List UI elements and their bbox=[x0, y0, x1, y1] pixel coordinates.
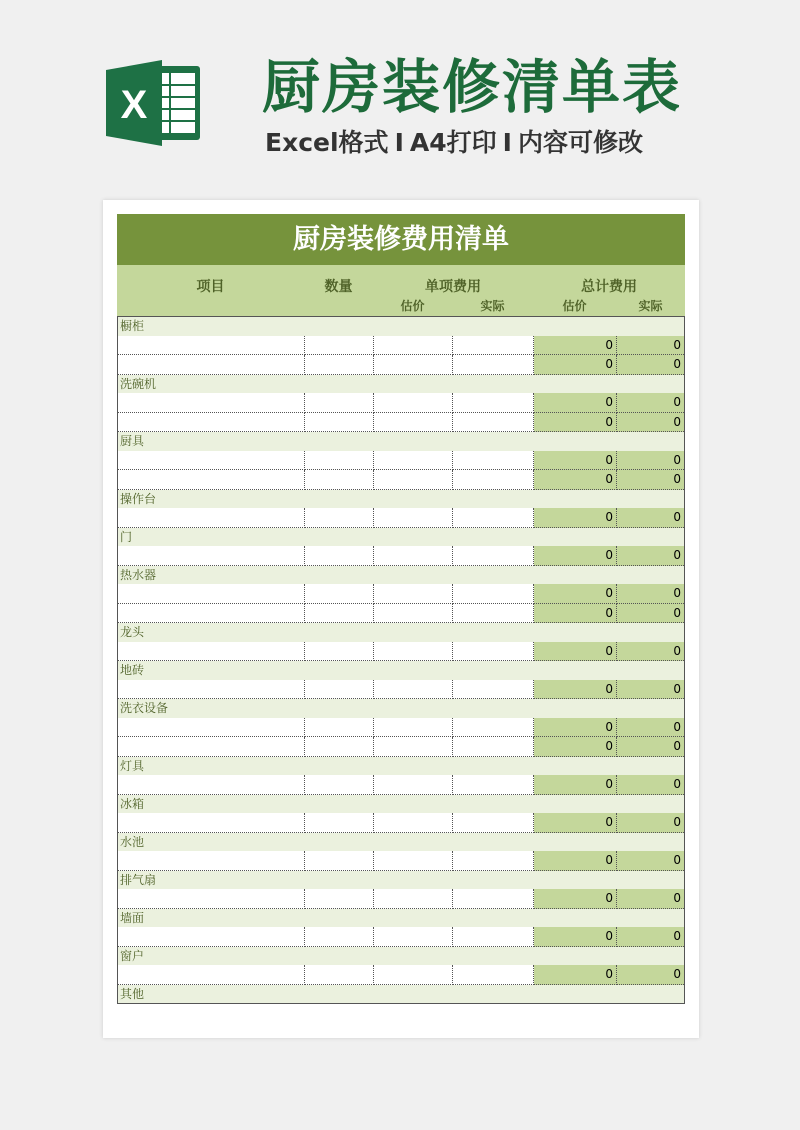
total-estimate-cell[interactable]: 0 bbox=[534, 889, 617, 909]
table-row bbox=[118, 393, 684, 413]
unit-actual-cell[interactable] bbox=[453, 775, 534, 795]
total-actual-cell[interactable]: 0 bbox=[617, 889, 684, 909]
qty-cell[interactable] bbox=[305, 965, 374, 985]
total-actual-cell[interactable]: 0 bbox=[617, 336, 684, 356]
total-actual-cell[interactable]: 0 bbox=[617, 355, 684, 375]
subtitle-separator: I bbox=[394, 128, 404, 157]
category-label: 排气扇 bbox=[118, 871, 684, 890]
unit-actual-cell[interactable] bbox=[453, 508, 534, 528]
item-cell[interactable] bbox=[118, 451, 305, 471]
unit-estimate-cell[interactable] bbox=[374, 813, 453, 833]
qty-cell[interactable] bbox=[305, 851, 374, 871]
qty-cell[interactable] bbox=[305, 451, 374, 471]
header-total-estimate: 估价 bbox=[562, 299, 587, 313]
category-label: 洗碗机 bbox=[118, 375, 684, 394]
item-cell[interactable] bbox=[118, 927, 305, 947]
spreadsheet bbox=[117, 214, 685, 1004]
item-cell[interactable] bbox=[118, 775, 305, 795]
unit-estimate-cell[interactable] bbox=[374, 889, 453, 909]
qty-cell[interactable] bbox=[305, 546, 374, 566]
item-cell[interactable] bbox=[118, 584, 305, 604]
unit-actual-cell[interactable] bbox=[453, 451, 534, 471]
unit-actual-cell[interactable] bbox=[453, 413, 534, 433]
header-unit-cost: 单项费用 bbox=[425, 279, 481, 295]
category-label: 洗衣设备 bbox=[118, 699, 684, 718]
header-total-cost: 总计费用 bbox=[581, 279, 637, 295]
table-row bbox=[118, 470, 684, 490]
table-row bbox=[118, 737, 684, 757]
total-actual-cell[interactable]: 0 bbox=[617, 927, 684, 947]
total-estimate-cell[interactable]: 0 bbox=[534, 642, 617, 662]
table-row bbox=[118, 927, 684, 947]
excel-logo-icon bbox=[106, 58, 202, 148]
total-estimate-cell[interactable]: 0 bbox=[534, 737, 617, 757]
category-label: 冰箱 bbox=[118, 795, 684, 814]
total-estimate-cell[interactable]: 0 bbox=[534, 336, 617, 356]
category-label: 橱柜 bbox=[118, 317, 684, 336]
total-estimate-cell[interactable]: 0 bbox=[534, 451, 617, 471]
subtitle-item-editable: 内容可修改 bbox=[517, 128, 643, 157]
qty-cell[interactable] bbox=[305, 508, 374, 528]
total-estimate-cell[interactable]: 0 bbox=[534, 927, 617, 947]
header-qty: 数量 bbox=[324, 279, 353, 295]
qty-cell[interactable] bbox=[305, 584, 374, 604]
total-estimate-cell[interactable]: 0 bbox=[534, 393, 617, 413]
table-row bbox=[118, 642, 684, 662]
qty-cell[interactable] bbox=[305, 393, 374, 413]
header-row-1 bbox=[117, 265, 685, 299]
sheet-body bbox=[117, 317, 685, 1004]
unit-actual-cell[interactable] bbox=[453, 470, 534, 490]
category-label: 地砖 bbox=[118, 661, 684, 680]
item-cell[interactable] bbox=[118, 965, 305, 985]
qty-cell[interactable] bbox=[305, 718, 374, 738]
item-cell[interactable] bbox=[118, 604, 305, 624]
page-subtitle bbox=[265, 126, 643, 160]
qty-cell[interactable] bbox=[305, 470, 374, 490]
total-estimate-cell[interactable]: 0 bbox=[534, 965, 617, 985]
qty-cell[interactable] bbox=[305, 813, 374, 833]
total-estimate-cell[interactable]: 0 bbox=[534, 604, 617, 624]
total-estimate-cell[interactable]: 0 bbox=[534, 470, 617, 490]
total-estimate-cell[interactable]: 0 bbox=[534, 413, 617, 433]
unit-estimate-cell[interactable] bbox=[374, 451, 453, 471]
item-cell[interactable] bbox=[118, 413, 305, 433]
unit-actual-cell[interactable] bbox=[453, 604, 534, 624]
qty-cell[interactable] bbox=[305, 336, 374, 356]
item-cell[interactable] bbox=[118, 851, 305, 871]
table-row bbox=[118, 451, 684, 471]
item-cell[interactable] bbox=[118, 508, 305, 528]
unit-estimate-cell[interactable] bbox=[374, 546, 453, 566]
unit-estimate-cell[interactable] bbox=[374, 927, 453, 947]
qty-cell[interactable] bbox=[305, 927, 374, 947]
unit-estimate-cell[interactable] bbox=[374, 775, 453, 795]
unit-actual-cell[interactable] bbox=[453, 393, 534, 413]
category-label: 热水器 bbox=[118, 566, 684, 585]
unit-estimate-cell[interactable] bbox=[374, 718, 453, 738]
total-estimate-cell[interactable]: 0 bbox=[534, 355, 617, 375]
unit-estimate-cell[interactable] bbox=[374, 413, 453, 433]
qty-cell[interactable] bbox=[305, 642, 374, 662]
qty-cell[interactable] bbox=[305, 680, 374, 700]
total-actual-cell[interactable]: 0 bbox=[617, 508, 684, 528]
unit-estimate-cell[interactable] bbox=[374, 508, 453, 528]
unit-actual-cell[interactable] bbox=[453, 927, 534, 947]
unit-actual-cell[interactable] bbox=[453, 718, 534, 738]
category-label: 窗户 bbox=[118, 947, 684, 966]
item-cell[interactable] bbox=[118, 813, 305, 833]
unit-estimate-cell[interactable] bbox=[374, 393, 453, 413]
total-actual-cell[interactable]: 0 bbox=[617, 813, 684, 833]
header-item: 项目 bbox=[196, 279, 225, 295]
table-row bbox=[118, 584, 684, 604]
table-row bbox=[118, 546, 684, 566]
category-label: 水池 bbox=[118, 833, 684, 852]
table-row bbox=[118, 355, 684, 375]
unit-estimate-cell[interactable] bbox=[374, 642, 453, 662]
subtitle-item-print: A4打印 bbox=[409, 128, 497, 157]
qty-cell[interactable] bbox=[305, 604, 374, 624]
total-estimate-cell[interactable]: 0 bbox=[534, 851, 617, 871]
unit-actual-cell[interactable] bbox=[453, 889, 534, 909]
item-cell[interactable] bbox=[118, 393, 305, 413]
item-cell[interactable] bbox=[118, 737, 305, 757]
total-actual-cell[interactable]: 0 bbox=[617, 546, 684, 566]
subtitle-item-format: Excel格式 bbox=[265, 128, 389, 157]
item-cell[interactable] bbox=[118, 336, 305, 356]
total-actual-cell[interactable]: 0 bbox=[617, 851, 684, 871]
table-row bbox=[118, 851, 684, 871]
unit-estimate-cell[interactable] bbox=[374, 336, 453, 356]
table-row bbox=[118, 889, 684, 909]
header-unit-estimate: 估价 bbox=[400, 299, 425, 313]
unit-actual-cell[interactable] bbox=[453, 813, 534, 833]
item-cell[interactable] bbox=[118, 680, 305, 700]
table-row bbox=[118, 718, 684, 738]
total-actual-cell[interactable]: 0 bbox=[617, 413, 684, 433]
sheet-title: 厨房装修费用清单 bbox=[117, 214, 685, 265]
table-row bbox=[118, 965, 684, 985]
category-label: 操作台 bbox=[118, 490, 684, 509]
unit-actual-cell[interactable] bbox=[453, 965, 534, 985]
unit-actual-cell[interactable] bbox=[453, 851, 534, 871]
table-row bbox=[118, 775, 684, 795]
unit-estimate-cell[interactable] bbox=[374, 680, 453, 700]
unit-estimate-cell[interactable] bbox=[374, 737, 453, 757]
total-estimate-cell[interactable]: 0 bbox=[534, 775, 617, 795]
total-actual-cell[interactable]: 0 bbox=[617, 965, 684, 985]
header-row-2 bbox=[117, 299, 685, 317]
unit-actual-cell[interactable] bbox=[453, 737, 534, 757]
unit-actual-cell[interactable] bbox=[453, 584, 534, 604]
total-estimate-cell[interactable]: 0 bbox=[534, 813, 617, 833]
table-row bbox=[118, 508, 684, 528]
unit-actual-cell[interactable] bbox=[453, 546, 534, 566]
total-actual-cell[interactable]: 0 bbox=[617, 775, 684, 795]
total-actual-cell[interactable]: 0 bbox=[617, 680, 684, 700]
total-estimate-cell[interactable]: 0 bbox=[534, 718, 617, 738]
total-actual-cell[interactable]: 0 bbox=[617, 451, 684, 471]
unit-estimate-cell[interactable] bbox=[374, 355, 453, 375]
logo-letter: X bbox=[120, 83, 148, 127]
item-cell[interactable] bbox=[118, 718, 305, 738]
unit-estimate-cell[interactable] bbox=[374, 604, 453, 624]
item-cell[interactable] bbox=[118, 546, 305, 566]
category-label: 灯具 bbox=[118, 757, 684, 776]
unit-actual-cell[interactable] bbox=[453, 680, 534, 700]
total-actual-cell[interactable]: 0 bbox=[617, 718, 684, 738]
table-row bbox=[118, 336, 684, 356]
unit-actual-cell[interactable] bbox=[453, 642, 534, 662]
item-cell[interactable] bbox=[118, 642, 305, 662]
item-cell[interactable] bbox=[118, 355, 305, 375]
total-estimate-cell[interactable]: 0 bbox=[534, 680, 617, 700]
unit-estimate-cell[interactable] bbox=[374, 965, 453, 985]
qty-cell[interactable] bbox=[305, 775, 374, 795]
qty-cell[interactable] bbox=[305, 355, 374, 375]
item-cell[interactable] bbox=[118, 889, 305, 909]
total-actual-cell[interactable]: 0 bbox=[617, 584, 684, 604]
total-estimate-cell[interactable]: 0 bbox=[534, 508, 617, 528]
qty-cell[interactable] bbox=[305, 737, 374, 757]
subtitle-separator: I bbox=[502, 128, 512, 157]
table-row bbox=[118, 680, 684, 700]
category-label: 厨具 bbox=[118, 432, 684, 451]
total-actual-cell[interactable]: 0 bbox=[617, 642, 684, 662]
unit-estimate-cell[interactable] bbox=[374, 851, 453, 871]
category-label: 其他 bbox=[118, 985, 684, 1004]
table-row bbox=[118, 604, 684, 624]
unit-estimate-cell[interactable] bbox=[374, 584, 453, 604]
category-label: 墙面 bbox=[118, 909, 684, 928]
total-estimate-cell[interactable]: 0 bbox=[534, 546, 617, 566]
total-actual-cell[interactable]: 0 bbox=[617, 604, 684, 624]
item-cell[interactable] bbox=[118, 470, 305, 490]
unit-actual-cell[interactable] bbox=[453, 336, 534, 356]
qty-cell[interactable] bbox=[305, 413, 374, 433]
total-actual-cell[interactable]: 0 bbox=[617, 393, 684, 413]
total-estimate-cell[interactable]: 0 bbox=[534, 584, 617, 604]
table-row bbox=[118, 813, 684, 833]
header-total-actual: 实际 bbox=[638, 299, 663, 313]
total-actual-cell[interactable]: 0 bbox=[617, 470, 684, 490]
total-actual-cell[interactable]: 0 bbox=[617, 737, 684, 757]
unit-estimate-cell[interactable] bbox=[374, 470, 453, 490]
header-unit-actual: 实际 bbox=[480, 299, 505, 313]
qty-cell[interactable] bbox=[305, 889, 374, 909]
category-label: 门 bbox=[118, 528, 684, 547]
unit-actual-cell[interactable] bbox=[453, 355, 534, 375]
category-label: 龙头 bbox=[118, 623, 684, 642]
table-row bbox=[118, 413, 684, 433]
page-title: 厨房装修清单表 bbox=[262, 53, 683, 121]
